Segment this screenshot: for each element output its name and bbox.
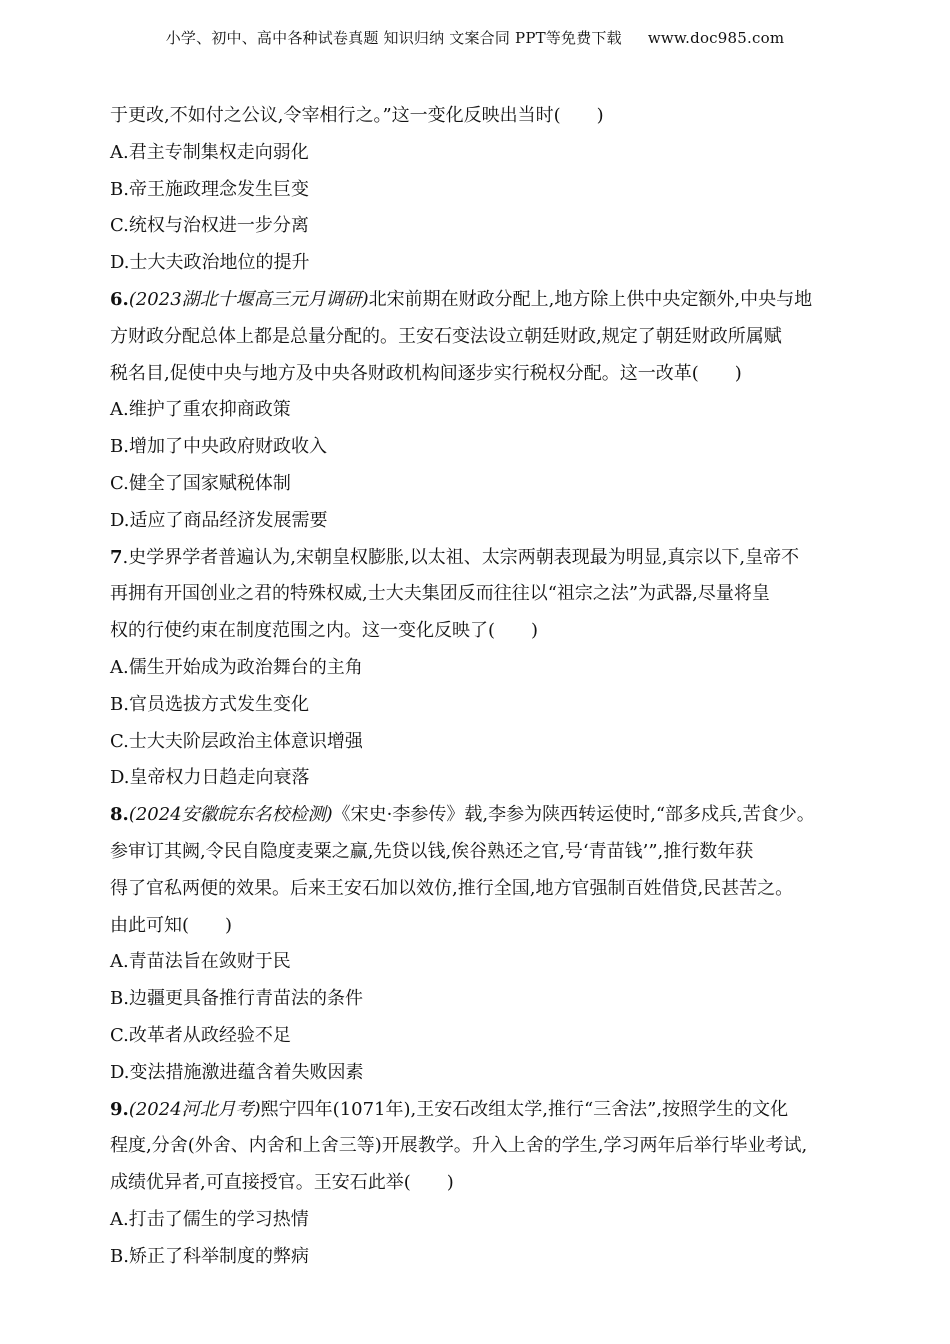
q8-stem-line-1: 8.(2024安徽皖东名校检测)《宋史·李参传》载,李参为陕西转运使时,“部多戍兵,苦食少。	[110, 804, 815, 826]
header-promo-text: 小学、初中、高中各种试卷真题 知识归纳 文案合同 PPT等免费下载	[165, 29, 622, 47]
question-content	[110, 98, 845, 1276]
q5-stem-tail: 于更改,不如付之公议,令宰相行之。”这一变化反映出当时( )	[110, 105, 604, 126]
q8-stem-line-4: 由此可知( )	[110, 914, 233, 936]
q6-number: 6	[110, 288, 123, 310]
q9-option-b: B.矫正了科举制度的弊病	[110, 1245, 309, 1267]
q8-option-b: B.边疆更具备推行青苗法的条件	[110, 988, 363, 1010]
q5-option-a: A.君主专制集权走向弱化	[110, 141, 309, 163]
q9-text-1: 熙宁四年(1071年),王安石改组太学,推行“三舍法”,按照学生的文化	[260, 1098, 789, 1120]
q6-stem-line-3: 税名目,促使中央与地方及中央各财政机构间逐步实行税权分配。这一改革( )	[110, 362, 742, 384]
q9-stem-line-3: 成绩优异者,可直接授官。王安石此举( )	[110, 1172, 454, 1194]
q9-option-a: A.打击了儒生的学习热情	[110, 1208, 309, 1230]
q5-option-b: B.帝王施政理念发生巨变	[110, 178, 309, 200]
q7-stem-line-1	[110, 540, 845, 577]
q7-stem-line-2: 再拥有开国创业之君的特殊权威,士大夫集团反而往往以“祖宗之法”为武器,尽量将皇	[110, 583, 770, 605]
q6-option-c: C.健全了国家赋税体制	[110, 472, 291, 494]
q7-text-1: .史学界学者普遍认为,宋朝皇权膨胀,以太祖、太宗两朝表现最为明显,真宗以下,皇帝不	[122, 546, 800, 568]
q9-source: (2024河北月考)	[128, 1098, 261, 1120]
q6-source: (2023湖北十堰高三元月调研)	[128, 288, 369, 310]
q7-number: 7	[110, 546, 123, 568]
q9-stem-line-2: 程度,分舍(外舍、内舍和上舍三等)开展教学。升入上舍的学生,学习两年后举行毕业考试,	[110, 1135, 808, 1157]
q6-option-b: B.增加了中央政府财政收入	[110, 436, 327, 458]
q8-option-c: C.改革者从政经验不足	[110, 1024, 291, 1046]
q9-stem-line-1: 9.(2024河北月考)熙宁四年(1071年),王安石改组太学,推行“三舍法”,按照学生的文化	[110, 1098, 789, 1120]
q6-text-1: 北宋前期在财政分配上,地方除上供中央定额外,中央与地	[368, 288, 813, 310]
q6-stem-line-2: 方财政分配总体上都是总量分配的。王安石变法设立朝廷财政,规定了朝廷财政所属赋	[110, 325, 782, 347]
q7-option-a: A.儒生开始成为政治舞台的主角	[110, 656, 363, 678]
q6-option-d: D.适应了商品经济发展需要	[110, 509, 328, 531]
q5-option-d: D.士大夫政治地位的提升	[110, 252, 310, 274]
q8-text-1: 《宋史·李参传》载,李参为陕西转运使时,“部多戍兵,苦食少。	[332, 804, 815, 826]
q6-stem-line-1: 6.(2023湖北十堰高三元月调研)北宋前期在财政分配上,地方除上供中央定额外,中央与地	[110, 288, 813, 310]
q7-option-c: C.士大夫阶层政治主体意识增强	[110, 730, 363, 752]
q8-option-d: D.变法措施激进蕴含着失败因素	[110, 1061, 364, 1083]
q8-option-a: A.青苗法旨在敛财于民	[110, 951, 291, 973]
q9-number: 9	[110, 1098, 123, 1120]
q5-option-c: C.统权与治权进一步分离	[110, 215, 309, 237]
q8-source: (2024安徽皖东名校检测)	[128, 804, 333, 826]
page-header	[0, 27, 950, 48]
q6-option-a: A.维护了重农抑商政策	[110, 399, 291, 421]
q7-option-d: D.皇帝权力日趋走向衰落	[110, 767, 310, 789]
q8-stem-line-3: 得了官私两便的效果。后来王安石加以效仿,推行全国,地方官强制百姓借贷,民甚苦之。	[110, 877, 794, 899]
q8-stem-line-2: 参审订其阙,令民自隐度麦粟之赢,先贷以钱,俟谷熟还之官,号‘青苗钱’”,推行数年获	[110, 840, 754, 862]
q7-stem-line-3: 权的行使约束在制度范围之内。这一变化反映了( )	[110, 620, 539, 642]
q8-number: 8	[110, 804, 123, 826]
header-website[interactable]: www.doc985.com	[647, 29, 785, 47]
q7-option-b: B.官员选拔方式发生变化	[110, 693, 309, 715]
